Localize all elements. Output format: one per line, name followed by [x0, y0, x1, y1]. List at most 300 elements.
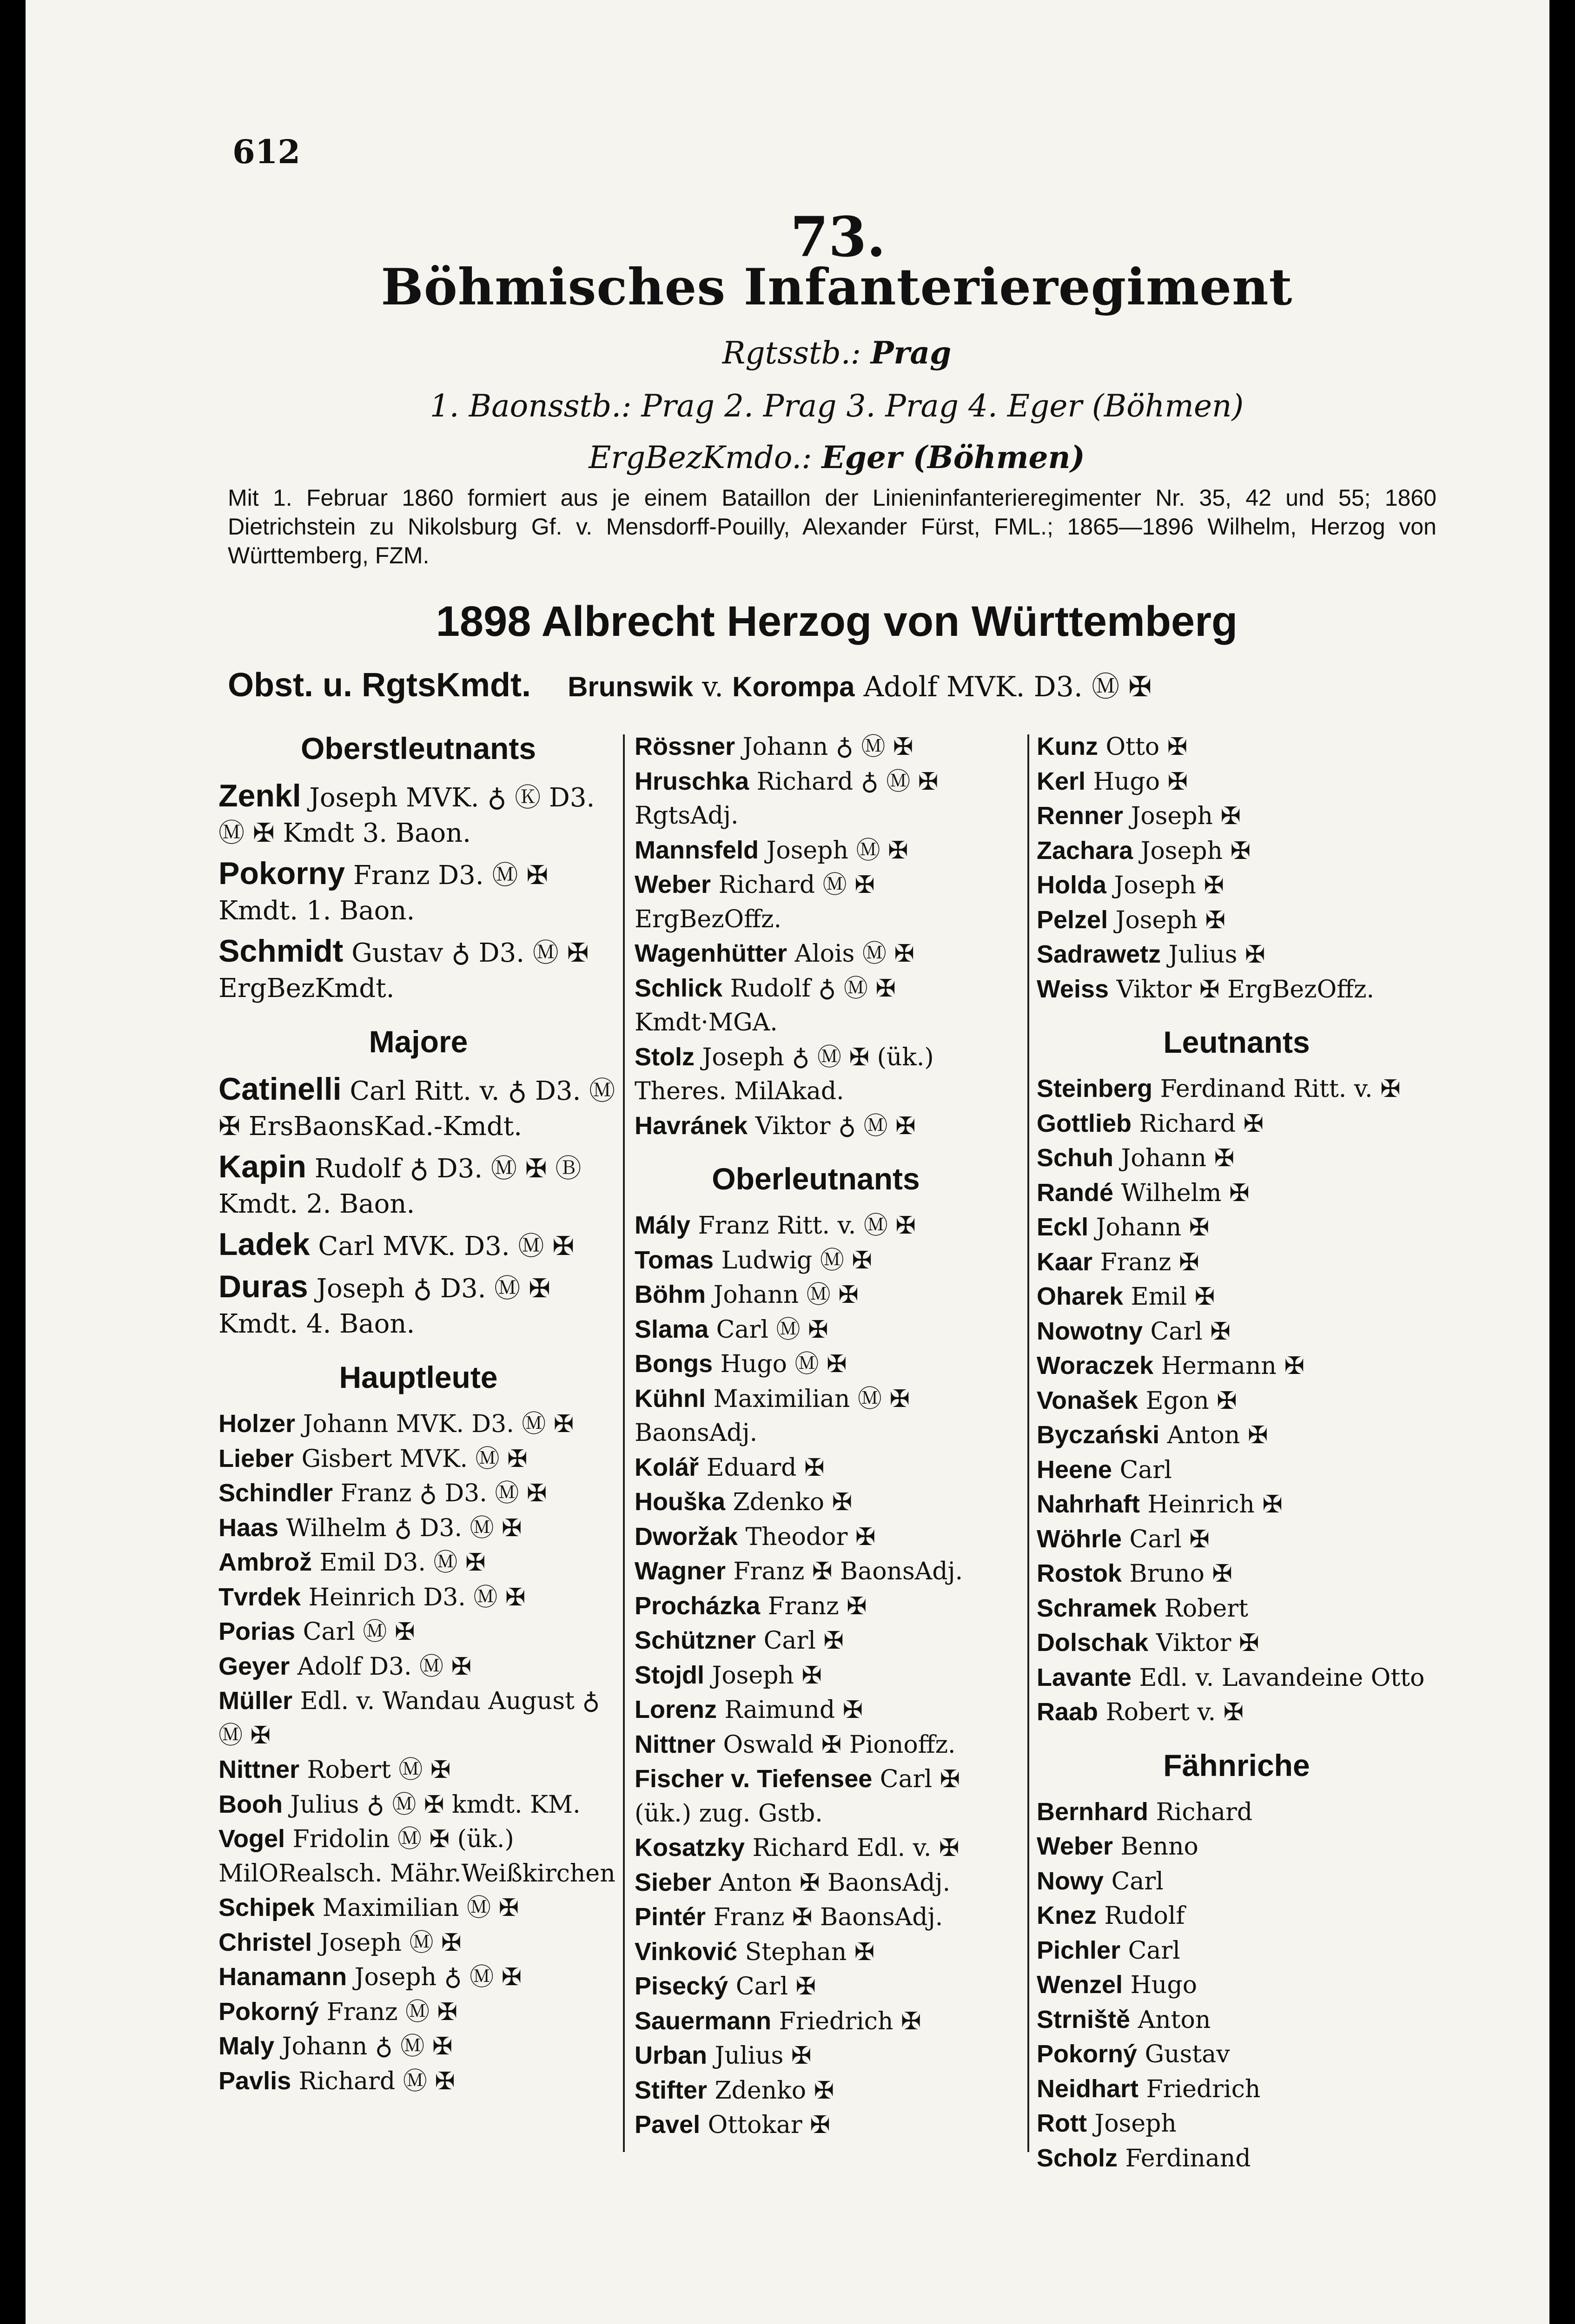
officer-name: Catinelli — [218, 1071, 342, 1107]
officer-details: Ferdinand — [1125, 2144, 1251, 2172]
officer-name: Zachara — [1037, 836, 1133, 865]
officer-name: Schramek — [1037, 1594, 1157, 1622]
officer-details: Alois Ⓜ ✠ — [794, 940, 914, 968]
officer-details: Joseph ✠ — [1114, 872, 1224, 899]
officer-name: Nowotny — [1037, 1317, 1143, 1345]
section-heading-faehnriche: Fähnriche — [1163, 1748, 1310, 1783]
officer-entry — [1037, 1176, 1436, 1211]
officer-details: Maximilian Ⓜ ✠ — [322, 1894, 519, 1922]
officer-name: Sadrawetz — [1037, 940, 1161, 968]
officer-name: Nittner — [218, 1756, 299, 1783]
regiment-number: 73. — [790, 205, 886, 269]
officer-entry — [635, 1589, 997, 1624]
officer-entry — [218, 1511, 618, 1546]
officer-name: Schuh — [1037, 1144, 1114, 1172]
officer-entry — [218, 933, 618, 1006]
officer-details: Carl ✠ (ük.) zug. Gstb. — [635, 1765, 960, 1828]
officer-entry — [218, 1476, 618, 1511]
officer-entry — [1037, 972, 1436, 1007]
list-oberstleutnants — [218, 778, 618, 1006]
officer-entry — [218, 1149, 618, 1222]
officer-details: Johann ♁ Ⓜ ✠ — [742, 733, 913, 761]
officer-name: Kaar — [1037, 1248, 1093, 1276]
officer-name: Tvrdek — [218, 1583, 301, 1611]
officer-name: Böhm — [635, 1281, 706, 1308]
officer-name: Pavel — [635, 2111, 701, 2139]
officer-details: Wilhelm ♁ D3. Ⓜ ✠ — [286, 1514, 522, 1542]
commander-name2: Korompa — [732, 671, 855, 702]
officer-name: Kapin — [218, 1149, 306, 1184]
officer-entry — [635, 2039, 997, 2073]
officer-entry — [1037, 1968, 1436, 2003]
officer-name: Schützner — [635, 1626, 756, 1654]
rgtsstb-value: Prag — [870, 335, 952, 371]
officer-entry — [1037, 730, 1436, 765]
officer-entry — [1037, 1864, 1436, 1899]
officer-details: Theodor ✠ — [745, 1523, 876, 1551]
officer-name: Haas — [218, 1513, 279, 1542]
officer-details: Joseph ✠ — [712, 1661, 822, 1690]
officer-details: Hugo Ⓜ ✠ — [720, 1350, 847, 1378]
officer-entry — [635, 1313, 997, 1347]
officer-entry — [1037, 938, 1436, 972]
officer-entry — [218, 1891, 618, 1926]
list-hauptleute-continued — [635, 730, 997, 1143]
officer-details: Anton ✠ BaonsAdj. — [719, 1868, 951, 1897]
officer-entry — [218, 1071, 618, 1144]
officer-entry — [218, 1269, 618, 1342]
officer-details: Robert v. ✠ — [1105, 1698, 1244, 1726]
officer-entry — [1037, 799, 1436, 834]
officer-entry — [635, 2108, 997, 2143]
officer-entry — [635, 1208, 997, 1243]
officer-entry — [635, 937, 997, 971]
officer-name: Tomas — [635, 1246, 714, 1274]
officer-details: Franz Ritt. v. Ⓜ ✠ — [698, 1212, 916, 1240]
officer-name: Nowy — [1037, 1867, 1104, 1895]
officer-entry — [1037, 834, 1436, 869]
officer-name: Neidhart — [1037, 2074, 1139, 2103]
officer-details: Emil ✠ — [1131, 1283, 1215, 1311]
officer-details: Johann Ⓜ ✠ — [713, 1281, 859, 1309]
officer-entry — [635, 730, 997, 765]
officer-details: Fridolin Ⓜ ✠ (ük.) MilORealsch. Mähr.Weißkirchen — [218, 1825, 615, 1888]
section-heading-majore: Majore — [369, 1024, 468, 1059]
officer-name: Kolář — [635, 1453, 699, 1481]
officer-entry — [218, 1545, 618, 1580]
officer-details: Franz ♁ D3. Ⓜ ✠ — [340, 1479, 547, 1507]
officer-entry — [218, 1650, 618, 1684]
officer-entry — [635, 1278, 997, 1313]
officer-details: Joseph ✠ — [1140, 837, 1251, 865]
officer-entry — [1037, 1349, 1436, 1384]
officer-name: Duras — [218, 1269, 308, 1304]
officer-name: Lorenz — [635, 1696, 717, 1723]
officer-name: Vogel — [218, 1825, 285, 1853]
officer-details: Gisbert MVK. Ⓜ ✠ — [301, 1445, 528, 1473]
officer-details: Egon ✠ — [1145, 1386, 1237, 1415]
officer-details: Joseph Ⓜ ✠ — [319, 1928, 462, 1957]
regiment-staff-line — [93, 335, 1575, 371]
officer-entry — [1037, 1245, 1436, 1280]
officer-name: Holzer — [218, 1410, 296, 1438]
officer-name: Sauermann — [635, 2007, 772, 2035]
regiment-history: Mit 1. Februar 1860 formiert aus je einem Bataillon der Linieninfanterieregimenter Nr. 35, 42 und 55; 1860 Dietrichstein zu Nikolsburg Gf. v. Mensdorff-Pouilly, Alexander Fürst, FML.; 1865—1896 Wilhelm, Herzog von Württemberg, FZM. — [228, 485, 1436, 568]
rgtsstb-label: Rgtsstb.: — [722, 335, 861, 371]
officer-entry — [635, 1624, 997, 1658]
officer-details: Joseph — [1094, 2110, 1177, 2138]
officer-name: Rott — [1037, 2109, 1087, 2137]
officer-details: Franz ✠ — [1100, 1248, 1199, 1276]
officer-details: Gustav — [1145, 2040, 1230, 2068]
section-heading-oberstleutnants: Oberstleutnants — [300, 731, 536, 766]
regiment-commander — [228, 665, 1151, 705]
officer-details: Richard — [1156, 1798, 1253, 1826]
ergbez-value: Eger (Böhmen) — [821, 439, 1085, 475]
officer-entry — [1037, 2072, 1436, 2107]
column-3 — [1037, 730, 1436, 2176]
officer-entry — [1037, 1314, 1436, 1349]
officer-name: Bernhard — [1037, 1797, 1149, 1826]
officer-name: Knez — [1037, 1901, 1097, 1929]
officer-name: Pavlis — [218, 2067, 291, 2095]
officer-details: Stephan ✠ — [745, 1938, 875, 1966]
officer-entry — [218, 1227, 618, 1264]
officer-details: Edl. v. Lavandeine Otto — [1139, 1664, 1425, 1692]
officer-name: Weiss — [1037, 975, 1109, 1003]
officer-details: Gustav ♁ D3. Ⓜ ✠ ErgBezKmdt. — [218, 938, 589, 1004]
officer-name: Ambrož — [218, 1548, 312, 1576]
officer-entry — [635, 1728, 997, 1763]
officer-name: Müller — [218, 1687, 293, 1715]
page-number: 612 — [232, 132, 301, 171]
regiment-title: Böhmisches Infanterieregiment — [381, 258, 1293, 317]
regiment-proprietor: 1898 Albrecht Herzog von Württemberg — [436, 598, 1238, 645]
officer-entry — [635, 1109, 997, 1144]
officer-details: Rudolf ♁ D3. Ⓜ ✠ Ⓑ Kmdt. 2. Baon. — [218, 1154, 582, 1219]
officer-name: Pisecký — [635, 1972, 728, 2000]
officer-entry — [218, 1684, 618, 1753]
officer-entry — [1037, 1141, 1436, 1176]
officer-details: Zdenko ✠ — [715, 2076, 834, 2105]
officer-entry — [635, 1347, 997, 1382]
officer-details: Benno — [1120, 1833, 1198, 1861]
officer-entry — [1037, 765, 1436, 799]
officer-entry — [1037, 1795, 1436, 1830]
officer-entry — [1037, 1107, 1436, 1142]
officer-details: Richard Ⓜ ✠ — [298, 2067, 455, 2095]
officer-name: Byczański — [1037, 1421, 1160, 1449]
officer-details: Viktor ♁ Ⓜ ✠ — [755, 1112, 916, 1140]
officer-name: Fischer v. Tiefensee — [635, 1765, 873, 1793]
officer-details: Hugo — [1130, 1971, 1198, 1999]
officer-details: Joseph Ⓜ ✠ — [766, 836, 908, 865]
officer-details: Carl Ritt. v. ♁ D3. Ⓜ ✠ ErsBaonsKad.-Kmdt. — [218, 1076, 615, 1142]
officer-name: Heene — [1037, 1455, 1112, 1484]
officer-name: Stifter — [635, 2076, 708, 2104]
column-2 — [635, 730, 997, 2143]
officer-name: Kühnl — [635, 1384, 706, 1413]
officer-entry — [635, 1520, 997, 1555]
officer-details: Robert — [1164, 1594, 1248, 1623]
officer-name: Wöhrle — [1037, 1525, 1122, 1553]
section-heading-leutnants: Leutnants — [1163, 1025, 1310, 1059]
officer-name: Pelzel — [1037, 905, 1108, 934]
officer-details: Johann ♁ Ⓜ ✠ — [282, 2033, 453, 2060]
officer-entry — [1037, 1418, 1436, 1453]
officer-name: Porias — [218, 1618, 296, 1645]
officer-details: Rudolf ♁ Ⓜ ✠ Kmdt·MGA. — [635, 974, 896, 1037]
officer-name: Pokorny — [218, 856, 345, 891]
officer-details: Julius ✠ — [1168, 941, 1265, 969]
officer-details: Eduard ✠ — [706, 1453, 825, 1482]
officer-entry — [635, 1831, 997, 1866]
officer-details: Robert Ⓜ ✠ — [307, 1756, 451, 1784]
officer-details: Hermann ✠ — [1161, 1352, 1305, 1380]
officer-entry — [1037, 1591, 1436, 1626]
list-leutnants — [1037, 1072, 1436, 1730]
officer-details: Carl ✠ — [1150, 1317, 1231, 1346]
officer-name: Schmidt — [218, 933, 344, 969]
officer-name: Nittner — [635, 1730, 715, 1758]
officer-name: Strniště — [1037, 2005, 1131, 2034]
officer-name: Schipek — [218, 1894, 315, 1921]
officer-entry — [635, 765, 997, 833]
officer-details: Richard ✠ — [1139, 1109, 1264, 1138]
officer-entry — [1037, 903, 1436, 938]
officer-name: Woraczek — [1037, 1352, 1154, 1380]
officer-entry — [635, 1969, 997, 2004]
officer-name: Procházka — [635, 1591, 761, 1620]
officer-name: Dworžak — [635, 1522, 738, 1551]
officer-name: Rostok — [1037, 1559, 1122, 1587]
section-heading-hauptleute: Hauptleute — [339, 1360, 498, 1394]
officer-name: Hruschka — [635, 767, 749, 795]
list-majore — [218, 1071, 618, 1342]
officer-details: Franz ✠ BaonsAdj. — [733, 1558, 963, 1585]
officer-entry — [218, 856, 618, 929]
officer-name: Geyer — [218, 1652, 290, 1680]
officer-details: Carl ✠ — [735, 1973, 816, 2000]
officer-details: Maximilian Ⓜ ✠ BaonsAdj. — [635, 1385, 910, 1447]
officer-entry — [218, 1822, 618, 1891]
list-oberleutnants-continued — [1037, 730, 1436, 1007]
officer-entry — [635, 971, 997, 1040]
officer-entry — [218, 1926, 618, 1961]
ergbez-label: ErgBezKmdo.: — [589, 440, 812, 475]
officer-name: Havránek — [635, 1111, 748, 1140]
officer-name: Stolz — [635, 1043, 695, 1071]
officer-details: Carl Ⓜ ✠ — [303, 1618, 415, 1646]
officer-entry — [1037, 1522, 1436, 1557]
officer-entry — [635, 833, 997, 868]
officer-details: Carl ✠ — [763, 1627, 844, 1655]
officer-details: Richard Ⓜ ✠ ErgBezOffz. — [635, 871, 875, 933]
officer-entry — [1037, 1934, 1436, 1968]
battalion-staff-line: 1. Baonsstb.: Prag 2. Prag 3. Prag 4. Eger (Böhmen) — [430, 388, 1244, 424]
officer-entry — [635, 1382, 997, 1451]
officer-details: Franz Ⓜ ✠ — [326, 1998, 458, 2026]
officer-name: Mály — [635, 1211, 691, 1239]
officer-details: Emil D3. Ⓜ ✠ — [319, 1549, 486, 1577]
column-rule-1 — [623, 734, 625, 2152]
officer-details: Heinrich ✠ — [1147, 1491, 1283, 1519]
officer-details: Edl. v. Wandau August ♁ Ⓜ ✠ — [218, 1687, 600, 1750]
officer-entry — [218, 2064, 618, 2099]
officer-details: Johann MVK. D3. Ⓜ ✠ — [303, 1410, 574, 1438]
officer-entry — [218, 778, 618, 851]
officer-name: Vinković — [635, 1937, 738, 1966]
officer-entry — [1037, 1487, 1436, 1522]
officer-entry — [1037, 868, 1436, 903]
officer-details: Ottokar ✠ — [708, 2111, 830, 2139]
officer-name: Urban — [635, 2041, 708, 2069]
officer-name: Randé — [1037, 1178, 1114, 1207]
officer-details: Rudolf — [1104, 1902, 1185, 1930]
officer-entry — [1037, 1384, 1436, 1419]
officer-entry — [635, 1866, 997, 1901]
officer-name: Vonašek — [1037, 1386, 1138, 1414]
officer-name: Nahrhaft — [1037, 1490, 1140, 1518]
officer-details: Joseph ✠ — [1131, 802, 1241, 830]
officer-details: Carl — [1111, 1867, 1164, 1895]
officer-name: Steinberg — [1037, 1075, 1153, 1103]
officer-name: Dolschak — [1037, 1629, 1149, 1657]
officer-name: Christel — [218, 1928, 312, 1956]
officer-entry — [1037, 2141, 1436, 2176]
officer-details: Julius ✠ — [715, 2042, 812, 2070]
officer-details: Joseph ✠ — [1115, 906, 1226, 934]
officer-details: Richard ♁ Ⓜ ✠ RgtsAdj. — [635, 767, 939, 830]
officer-details: Hugo ✠ — [1093, 767, 1188, 796]
officer-entry — [635, 2004, 997, 2039]
officer-entry — [218, 1960, 618, 1995]
officer-entry — [218, 1615, 618, 1650]
officer-entry — [1037, 2037, 1436, 2072]
officer-name: Scholz — [1037, 2144, 1118, 2172]
officer-name: Ladek — [218, 1227, 310, 1262]
officer-details: Joseph ♁ D3. Ⓜ ✠ Kmdt. 4. Baon. — [218, 1274, 550, 1339]
officer-name: Pintér — [635, 1903, 706, 1931]
officer-name: Bongs — [635, 1350, 713, 1378]
officer-entry — [635, 1554, 997, 1589]
officer-entry — [1037, 1829, 1436, 1864]
officer-name: Rössner — [635, 733, 735, 760]
officer-details: Viktor ✠ — [1156, 1629, 1259, 1657]
officer-name: Pokorný — [218, 1997, 319, 2026]
section-heading-oberleutnants: Oberleutnants — [712, 1162, 920, 1196]
officer-name: Renner — [1037, 802, 1124, 830]
recruiting-district-line — [93, 439, 1575, 475]
list-oberleutnants — [635, 1208, 997, 2143]
officer-details: Adolf D3. Ⓜ ✠ — [297, 1652, 472, 1681]
officer-entry — [635, 1243, 997, 1278]
officer-entry — [635, 868, 997, 937]
officer-name: Maly — [218, 2032, 275, 2060]
officer-entry — [218, 1407, 618, 1442]
officer-entry — [218, 1788, 618, 1822]
officer-details: Heinrich D3. Ⓜ ✠ — [308, 1583, 526, 1611]
officer-details: Carl MVK. D3. Ⓜ ✠ — [318, 1231, 575, 1261]
officer-entry — [635, 1900, 997, 1935]
officer-details: Oswald ✠ Pionoffz. — [723, 1730, 956, 1759]
officer-name: Zenkl — [218, 778, 301, 813]
officer-details: Franz ✠ — [768, 1592, 867, 1620]
officer-details: Carl — [1119, 1456, 1172, 1484]
officer-name: Holda — [1037, 871, 1107, 899]
officer-details: Anton — [1138, 2006, 1211, 2034]
officer-name: Wagenhütter — [635, 939, 787, 967]
list-hauptleute — [218, 1407, 618, 2099]
officer-entry — [1037, 1453, 1436, 1488]
list-faehnriche — [1037, 1795, 1436, 2176]
officer-details: Anton ✠ — [1167, 1421, 1268, 1449]
officer-entry — [635, 1762, 997, 1831]
officer-entry — [635, 1451, 997, 1486]
officer-details: Joseph MVK. ♁ Ⓚ D3. Ⓜ ✠ Kmdt 3. Baon. — [218, 783, 595, 848]
officer-details: Julius ♁ Ⓜ ✠ kmdt. KM. — [290, 1790, 581, 1819]
officer-entry — [635, 2073, 997, 2108]
officer-entry — [1037, 1899, 1436, 1934]
column-1 — [218, 730, 618, 2099]
officer-entry — [1037, 1557, 1436, 1591]
officer-entry — [218, 1995, 618, 2030]
officer-entry — [218, 2029, 618, 2064]
commander-rank: Obst. u. RgtsKmdt. — [228, 667, 531, 704]
officer-details: Bruno ✠ — [1129, 1560, 1233, 1588]
officer-entry — [1037, 1695, 1436, 1730]
officer-name: Lieber — [218, 1444, 294, 1472]
officer-entry — [635, 1658, 997, 1693]
officer-name: Schlick — [635, 974, 723, 1002]
officer-details: Richard Edl. v. ✠ — [752, 1834, 960, 1862]
officer-details: Ferdinand Ritt. v. ✠ — [1160, 1075, 1401, 1103]
officer-name: Kosatzky — [635, 1834, 745, 1862]
officer-details: Friedrich ✠ — [779, 2007, 921, 2035]
officer-name: Slama — [635, 1315, 709, 1343]
officer-entry — [635, 1935, 997, 1970]
officer-name: Schindler — [218, 1479, 333, 1507]
officer-details: Franz D3. Ⓜ ✠ Kmdt. 1. Baon. — [218, 860, 549, 926]
officer-name: Kerl — [1037, 767, 1086, 795]
commander-name: Brunswik — [568, 671, 694, 702]
officer-details: Franz ✠ BaonsAdj. — [713, 1903, 943, 1931]
officer-name: Stojdl — [635, 1661, 704, 1689]
officer-entry — [635, 1485, 997, 1520]
commander-details: Adolf MVK. D3. Ⓜ ✠ — [863, 671, 1152, 703]
officer-entry — [218, 1442, 618, 1477]
officer-name: Hanamann — [218, 1963, 347, 1991]
officer-details: Joseph ♁ Ⓜ ✠ (ük.) Theres. MilAkad. — [635, 1043, 934, 1105]
officer-entry — [1037, 2106, 1436, 2141]
officer-details: Wilhelm ✠ — [1121, 1179, 1250, 1207]
officer-name: Weber — [635, 871, 711, 898]
officer-details: Viktor ✠ ErgBezOffz. — [1116, 975, 1375, 1004]
column-rule-2 — [1027, 734, 1029, 2152]
officer-details: Otto ✠ — [1105, 733, 1188, 761]
officer-name: Raab — [1037, 1698, 1099, 1726]
officer-name: Sieber — [635, 1868, 712, 1896]
officer-name: Mannsfeld — [635, 836, 759, 864]
officer-details: Friedrich — [1146, 2075, 1261, 2103]
officer-details: Carl ✠ — [1129, 1525, 1210, 1553]
officer-entry — [218, 1753, 618, 1788]
officer-details: Carl Ⓜ ✠ — [716, 1315, 828, 1344]
officer-details: Zdenko ✠ — [733, 1488, 853, 1516]
officer-details: Joseph ♁ Ⓜ ✠ — [354, 1963, 522, 1991]
officer-entry — [1037, 2003, 1436, 2038]
officer-details: Ludwig Ⓜ ✠ — [721, 1246, 872, 1274]
